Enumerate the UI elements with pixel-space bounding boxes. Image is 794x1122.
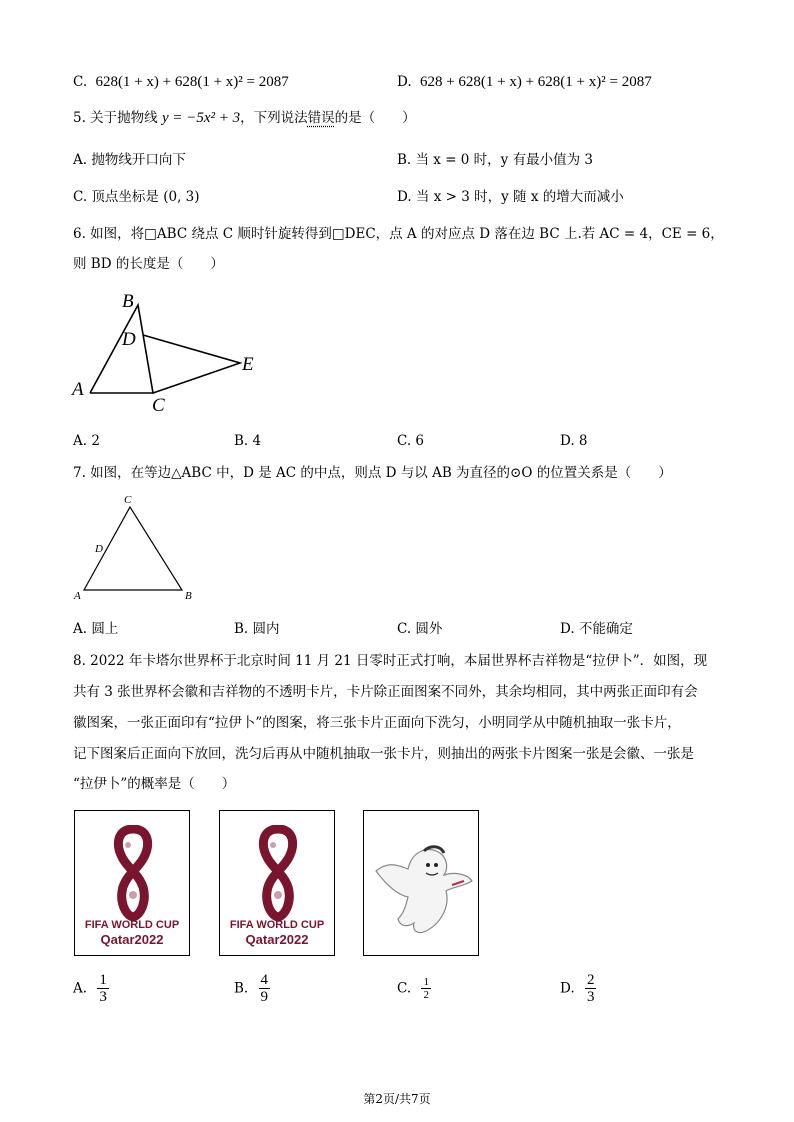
page-footer: 第2页/共7页 <box>363 1092 431 1106</box>
q6-label-c: C <box>152 395 165 415</box>
q8-card-emblem-1 <box>74 810 190 956</box>
q6-option-c: C. 6 <box>397 433 425 449</box>
q8-option-a: A. $\frac{1}{3}$ <box>73 972 107 1005</box>
q7-equilateral-triangle-figure <box>68 490 208 605</box>
q8-card-2-title: FIFA WORLD CUP <box>229 919 325 931</box>
q7-label-b: B <box>185 590 192 602</box>
q6-stem-line-2: 则 BD 的长度是（ ） <box>73 256 224 272</box>
q4-option-c: C. 628(1 + x) + 628(1 + x)² = 2087 <box>73 74 289 90</box>
q8-option-d-fraction: $\frac{2}{3}$ <box>586 972 595 1005</box>
q8-option-a-fraction: $\frac{1}{3}$ <box>99 972 107 1005</box>
q4-option-c-expression: 628(1 + x) + 628(1 + x)² = 2087 <box>95 74 289 90</box>
q8-card-emblem-2 <box>219 810 335 956</box>
q8-card-1-title: FIFA WORLD CUP <box>84 919 180 931</box>
q5-option-a: A. 抛物线开口向下 <box>73 152 186 168</box>
q5-stem: 5. 关于抛物线 y = −5x² + 3，下列说法错误的是（ ） <box>73 110 416 126</box>
q8-card-mascot <box>363 810 479 956</box>
q7-label-d: D <box>95 543 103 555</box>
q5-option-b: B. 当 x = 0 时，y 有最小值为 3 <box>397 152 593 168</box>
q8-card-2-subtitle: Qatar2022 <box>245 932 309 947</box>
q7-option-b: B. 圆内 <box>234 621 280 637</box>
q7-option-a: A. 圆上 <box>73 621 119 637</box>
q6-triangle-dec <box>143 335 240 393</box>
q8-stem-line-5: “拉伊卜”的概率是（ ） <box>73 776 236 792</box>
q7-label-a: A <box>74 590 81 602</box>
q7-option-d: D. 不能确定 <box>560 621 633 637</box>
q8-option-c-fraction: $\frac{1}{2}$ <box>423 976 429 1001</box>
q8-option-b: B. $\frac{4}{9}$ <box>234 972 269 1005</box>
q7-label-c: C <box>124 494 132 506</box>
q7-option-c: C. 圆外 <box>397 621 443 637</box>
q6-option-b: B. 4 <box>234 433 262 449</box>
q5-parabola-expression: y = −5x² + 3 <box>161 110 241 126</box>
q8-stem-line-4: 记下图案后正面向下放回，洗匀后再从中随机抽取一张卡片，则抽出的两张卡片图案一张是会徽、一张是 <box>73 746 694 762</box>
q5-option-c: C. 顶点坐标是 (0, 3) <box>73 189 200 205</box>
q6-label-d: D <box>122 329 136 350</box>
q6-label-e: E <box>242 354 254 375</box>
q8-option-b-fraction: $\frac{4}{9}$ <box>260 972 269 1005</box>
q8-card-1-subtitle: Qatar2022 <box>100 932 164 947</box>
q4-option-d-expression: 628 + 628(1 + x) + 628(1 + x)² = 2087 <box>419 74 652 90</box>
q6-label-b: B <box>122 291 134 312</box>
laeeb-mascot-icon <box>368 831 476 941</box>
q8-stem-line-1: 8. 2022 年卡塔尔世界杯于北京时间 11 月 21 日零时正式打响，本届世界杯吉祥物是“拉伊卜”．如图，现 <box>73 653 708 669</box>
q6-option-d: D. 8 <box>560 433 588 449</box>
fifa-emblem-icon <box>254 825 302 921</box>
fifa-emblem-icon <box>109 825 157 921</box>
q4-option-d: D. 628 + 628(1 + x) + 628(1 + x)² = 2087 <box>397 74 652 90</box>
q6-rotation-figure <box>60 285 280 415</box>
q8-option-d: D. $\frac{2}{3}$ <box>560 972 595 1005</box>
q5-option-d: D. 当 x > 3 时，y 随 x 的增大而减小 <box>397 189 624 205</box>
q8-stem-line-3: 徽图案，一张正面印有“拉伊卜”的图案，将三张卡片正面向下洗匀，小明同学从中随机抽取一张卡片， <box>73 715 681 731</box>
q6-stem-line-1: 6. 如图，将□ABC 绕点 C 顺时针旋转得到□DEC，点 A 的对应点 D 落在边 BC 上.若 AC = 4，CE = 6， <box>73 226 724 242</box>
q6-label-a: A <box>72 379 84 400</box>
q5-emphasis: 错误 <box>307 110 335 126</box>
q7-stem: 7. 如图，在等边△ABC 中，D 是 AC 的中点，则点 D 与以 AB 为直径的⊙O 的位置关系是（ ） <box>73 465 672 481</box>
q8-option-c: C. $\frac{1}{2}$ <box>397 976 429 1001</box>
q8-stem-line-2: 共有 3 张世界杯会徽和吉祥物的不透明卡片，卡片除正面图案不同外，其余均相同，其中两张正面印有会 <box>73 684 698 700</box>
q6-option-a: A. 2 <box>73 433 100 449</box>
